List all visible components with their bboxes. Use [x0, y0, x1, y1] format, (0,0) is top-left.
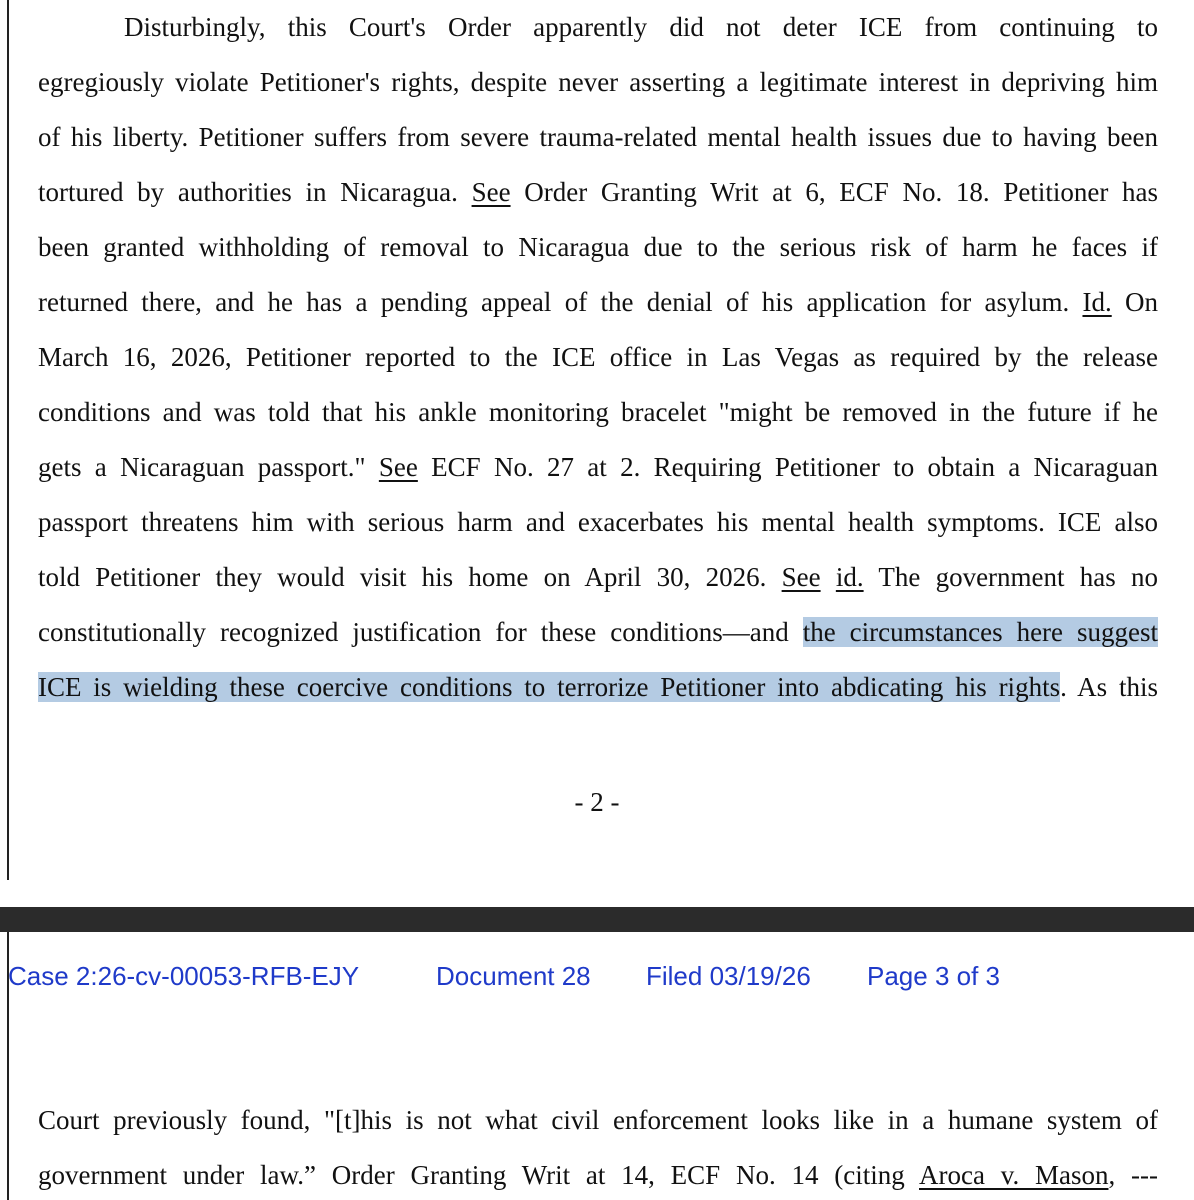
citation-id: id. [835, 562, 864, 592]
text-line: gets a Nicaraguan passport." See ECF No. 27 at 2. Requiring Petitioner to obtain a Nicaraguan [38, 452, 1158, 482]
text-line: Court previously found, "[t]his is not what civil enforcement looks like in a humane system of [38, 1105, 1158, 1135]
text-line: passport threatens him with serious harm and exacerbates his mental health symptoms. ICE also [38, 507, 1158, 537]
page-indicator: Page 3 of 3 [867, 961, 1000, 991]
page-number: - 2 - [574, 787, 620, 817]
text-line: conditions and was told that his ankle monitoring bracelet "might be removed in the future if he [38, 397, 1158, 427]
page-left-edge [7, 0, 9, 880]
text-line: Disturbingly, this Court's Order apparently did not deter ICE from continuing to [124, 12, 1158, 42]
text-line: ICE is wielding these coercive conditions to terrorize Petitioner into abdicating his rights. As this [38, 672, 1158, 702]
highlighted-text[interactable]: the circumstances here suggest [802, 617, 1159, 647]
citation-see: See [378, 452, 418, 482]
filed-date: Filed 03/19/26 [646, 961, 811, 991]
document-number: Document 28 [436, 961, 591, 991]
text-line: government under law.” Order Granting Writ at 14, ECF No. 14 (citing Aroca v. Mason, --- [38, 1160, 1158, 1190]
text-line: constitutionally recognized justification for these conditions—and the circumstances here suggest [38, 617, 1159, 647]
text-line: egregiously violate Petitioner's rights, despite never asserting a legitimate interest in depriving him [38, 67, 1158, 97]
citation-see: See [471, 177, 511, 207]
citation-case-name: Aroca v. Mason [919, 1160, 1109, 1190]
page-separator [0, 907, 1194, 932]
case-number: Case 2:26-cv-00053-RFB-EJY [8, 961, 360, 991]
citation-see: See [781, 562, 821, 592]
text-line: returned there, and he has a pending appeal of the denial of his application for asylum. Id. On [38, 287, 1158, 317]
text-line: of his liberty. Petitioner suffers from severe trauma-related mental health issues due to having been [38, 122, 1158, 152]
text-line: March 16, 2026, Petitioner reported to the ICE office in Las Vegas as required by the release [38, 342, 1158, 372]
highlighted-text[interactable]: ICE is wielding these coercive conditions to terrorize Petitioner into abdicating his rights [38, 672, 1061, 702]
citation-id: Id. [1082, 287, 1112, 317]
text-line: told Petitioner they would visit his home on April 30, 2026. See id. The government has no [38, 562, 1159, 592]
text-line: tortured by authorities in Nicaragua. See Order Granting Writ at 6, ECF No. 18. Petitioner has [38, 177, 1158, 207]
text-line: been granted withholding of removal to Nicaragua due to the serious risk of harm he faces if [38, 232, 1158, 262]
ecf-header [8, 955, 1188, 999]
